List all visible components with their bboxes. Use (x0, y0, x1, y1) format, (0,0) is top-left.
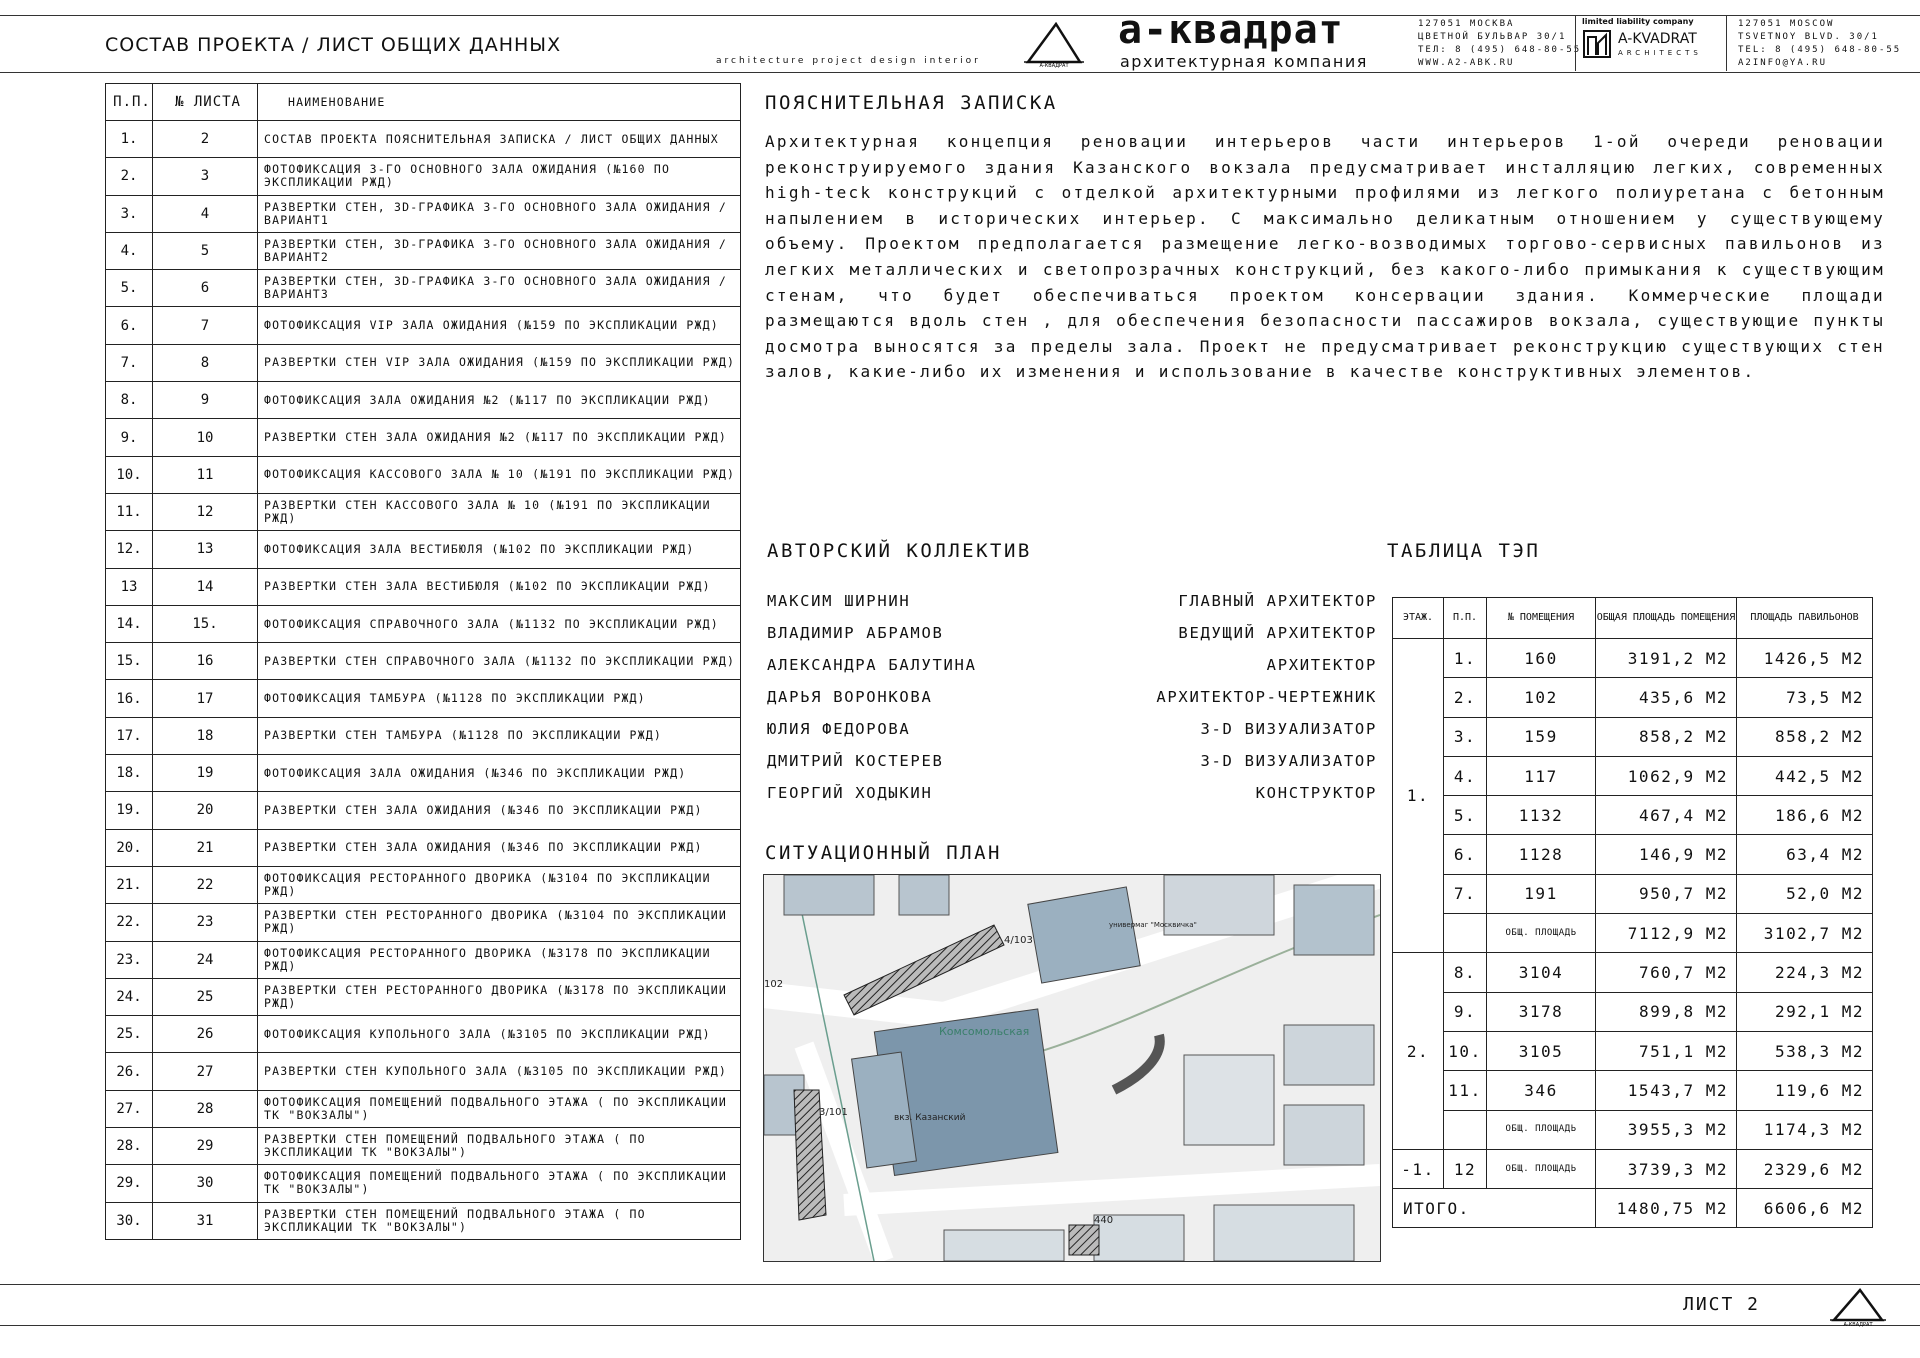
sheet-number-cell: 16 (153, 643, 258, 680)
row-number: 24. (106, 978, 153, 1015)
sheet-number-cell: 27 (153, 1053, 258, 1090)
sheet-title-cell: ФОТОФИКСАЦИЯ КАССОВОГО ЗАЛА № 10 (№191 ПО ЭКСПЛИКАЦИИ РЖД) (258, 456, 741, 493)
english-company-name: A-KVADRAT (1618, 31, 1697, 47)
tep-room-cell: 159 (1487, 717, 1596, 756)
author-role: ВЕДУЩИЙ АРХИТЕКТОР (1178, 624, 1377, 642)
sheet-title-cell: РАЗВЕРТКИ СТЕН, 3D-ГРАФИКА 3-ГО ОСНОВНОГО ЗАЛА ОЖИДАНИЯ / ВАРИАНТ2 (258, 232, 741, 269)
tep-pavilion-cell: 224,3 М2 (1737, 953, 1873, 992)
sheet-title-cell: ФОТОФИКСАЦИЯ СПРАВОЧНОГО ЗАЛА (№1132 ПО ЭКСПЛИКАЦИИ РЖД) (258, 605, 741, 642)
row-number: 15. (106, 643, 153, 680)
sheet-number-cell: 22 (153, 866, 258, 903)
row-number: 11. (106, 493, 153, 530)
tep-pp-cell: 2. (1444, 678, 1487, 717)
tep-pp-cell: 11. (1444, 1071, 1487, 1110)
table-row (106, 1202, 741, 1239)
table-row (106, 1090, 741, 1127)
tep-row (1393, 1031, 1873, 1070)
author-role: 3-D ВИЗУАЛИЗАТОР (1200, 752, 1377, 770)
row-number: 26. (106, 1053, 153, 1090)
tep-row (1393, 639, 1873, 678)
addr-en-line: A2INFO@YA.RU (1738, 58, 1828, 68)
author-name: ВЛАДИМИР АБРАМОВ (767, 624, 944, 642)
tep-pp-cell: 7. (1444, 874, 1487, 913)
author-name: МАКСИМ ШИРНИН (767, 592, 911, 610)
table-row (106, 270, 741, 307)
row-number: 22. (106, 904, 153, 941)
tagline: architecture project design interior (716, 56, 981, 66)
tep-pavilion-cell: 73,5 М2 (1737, 678, 1873, 717)
sheet-title-cell: РАЗВЕРТКИ СТЕН ПОМЕЩЕНИЙ ПОДВАЛЬНОГО ЭТАЖА ( ПО ЭКСПЛИКАЦИИ ТК "ВОКЗАЛЫ") (258, 1202, 741, 1239)
situation-map (763, 874, 1381, 1262)
tep-pp-cell: 9. (1444, 992, 1487, 1031)
company-subtitle: архитектурная компания (1120, 52, 1368, 71)
sheet-title-cell: ФОТОФИКСАЦИЯ ЗАЛА ВЕСТИБЮЛЯ (№102 ПО ЭКСПЛИКАЦИИ РЖД) (258, 531, 741, 568)
author-name: ЮЛИЯ ФЕДОРОВА (767, 720, 911, 738)
col-header-pp: П.П. (106, 84, 153, 121)
sheet-number-cell: 31 (153, 1202, 258, 1239)
sheet-number-cell: 15. (153, 605, 258, 642)
tep-area-cell: 3191,2 М2 (1596, 639, 1737, 678)
sheet-number-cell: 25 (153, 978, 258, 1015)
row-number: 17. (106, 717, 153, 754)
row-number: 9. (106, 419, 153, 456)
sheet-title-cell: РАЗВЕРТКИ СТЕН СПРАВОЧНОГО ЗАЛА (№1132 ПО ЭКСПЛИКАЦИИ РЖД) (258, 643, 741, 680)
row-number: 14. (106, 605, 153, 642)
tep-floor-cell: 1. (1393, 639, 1444, 953)
sheet-number-cell: 2 (153, 121, 258, 158)
tep-room-cell: 3178 (1487, 992, 1596, 1031)
addr-en-line: TSVETNOY BLVD. 30/1 (1738, 32, 1879, 42)
map-label-moskvich: универмаг "Москвичка" (1109, 921, 1197, 929)
sheet-number-cell: 21 (153, 829, 258, 866)
tep-room-cell: 346 (1487, 1071, 1596, 1110)
table-row (106, 680, 741, 717)
sheet-number-cell: 26 (153, 1016, 258, 1053)
tep-pp-cell: 6. (1444, 835, 1487, 874)
tep-pavilion-cell: 186,6 М2 (1737, 796, 1873, 835)
tep-table (1392, 597, 1873, 1228)
row-number: 25. (106, 1016, 153, 1053)
table-row (106, 121, 741, 158)
tep-pavilion-cell: 52,0 М2 (1737, 874, 1873, 913)
sheet-title-cell: РАЗВЕРТКИ СТЕН ПОМЕЩЕНИЙ ПОДВАЛЬНОГО ЭТАЖА ( ПО ЭКСПЛИКАЦИИ ТК "ВОКЗАЛЫ") (258, 1128, 741, 1165)
sheet-title-cell: РАЗВЕРТКИ СТЕН РЕСТОРАННОГО ДВОРИКА (№3104 ПО ЭКСПЛИКАЦИИ РЖД) (258, 904, 741, 941)
tep-pp-cell: 1. (1444, 639, 1487, 678)
tep-pavilion-cell: 2329,6 М2 (1737, 1149, 1873, 1188)
table-row (106, 456, 741, 493)
addr-en-line: 127051 MOSCOW (1738, 19, 1835, 29)
row-number: 5. (106, 270, 153, 307)
sheet-number-cell: 9 (153, 382, 258, 419)
row-number: 28. (106, 1128, 153, 1165)
tep-row (1393, 914, 1873, 953)
sheet-title-cell: ФОТОФИКСАЦИЯ ПОМЕЩЕНИЙ ПОДВАЛЬНОГО ЭТАЖА ( ПО ЭКСПЛИКАЦИИ ТК "ВОКЗАЛЫ") (258, 1090, 741, 1127)
table-row (106, 605, 741, 642)
sheet-title-cell: РАЗВЕРТКИ СТЕН ТАМБУРА (№1128 ПО ЭКСПЛИКАЦИИ РЖД) (258, 717, 741, 754)
addr-ru-line: ТЕЛ: 8 (495) 648-80-55 (1418, 45, 1582, 55)
llc-label: limited liability company (1582, 17, 1694, 26)
architects-label: ARCHITECTS (1618, 49, 1702, 57)
table-row (106, 307, 741, 344)
row-number: 10. (106, 456, 153, 493)
tep-area-cell: 751,1 М2 (1596, 1031, 1737, 1070)
tep-row (1393, 796, 1873, 835)
sheet-number-cell: 8 (153, 344, 258, 381)
tep-row (1393, 992, 1873, 1031)
author-role: АРХИТЕКТОР (1266, 656, 1377, 674)
sheet-number-cell: 12 (153, 493, 258, 530)
tep-row (1393, 717, 1873, 756)
tep-pp-cell: 5. (1444, 796, 1487, 835)
author-row (767, 688, 1377, 720)
row-number: 1. (106, 121, 153, 158)
col-header-sheet: № ЛИСТА (153, 84, 258, 121)
building-mark-icon (1582, 29, 1612, 59)
tep-room-cell: 3105 (1487, 1031, 1596, 1070)
row-number: 4. (106, 232, 153, 269)
table-row (106, 866, 741, 903)
sheet-number-cell: 10 (153, 419, 258, 456)
sheet-title-cell: ФОТОФИКСАЦИЯ VIP ЗАЛА ОЖИДАНИЯ (№159 ПО ЭКСПЛИКАЦИИ РЖД) (258, 307, 741, 344)
tep-pp-cell (1444, 914, 1487, 953)
author-role: КОНСТРУКТОР (1255, 784, 1377, 802)
tep-floor-cell: -1. (1393, 1149, 1444, 1188)
tep-pavilion-cell: 3102,7 М2 (1737, 914, 1873, 953)
project-contents-table (105, 83, 741, 1240)
authors-title: АВТОРСКИЙ КОЛЛЕКТИВ (767, 540, 1032, 562)
tep-room-cell: 191 (1487, 874, 1596, 913)
sheet-title-cell: РАЗВЕРТКИ СТЕН, 3D-ГРАФИКА 3-ГО ОСНОВНОГО ЗАЛА ОЖИДАНИЯ / ВАРИАНТ1 (258, 195, 741, 232)
sheet-number-cell: 30 (153, 1165, 258, 1202)
tep-title: ТАБЛИЦА ТЭП (1387, 540, 1541, 562)
tep-room-cell: 1128 (1487, 835, 1596, 874)
tep-area-cell: 1543,7 М2 (1596, 1071, 1737, 1110)
map-label-komsomolskaya: Комсомольская (939, 1025, 1030, 1038)
author-row (767, 752, 1377, 784)
sheet-number: ЛИСТ 2 (1683, 1294, 1761, 1315)
table-row (106, 568, 741, 605)
sheet-title-cell: РАЗВЕРТКИ СТЕН РЕСТОРАННОГО ДВОРИКА (№3178 ПО ЭКСПЛИКАЦИИ РЖД) (258, 978, 741, 1015)
tep-pavilion-cell: 1426,5 М2 (1737, 639, 1873, 678)
footer-logo-text: А-КВАДРАТ (1843, 1322, 1873, 1327)
author-name: АЛЕКСАНДРА БАЛУТИНА (767, 656, 977, 674)
tep-floor-cell: 2. (1393, 953, 1444, 1149)
tep-pavilion-cell: 63,4 М2 (1737, 835, 1873, 874)
tep-row (1393, 953, 1873, 992)
address-ru (1418, 18, 1581, 70)
row-number: 29. (106, 1165, 153, 1202)
tep-pp-cell: 8. (1444, 953, 1487, 992)
row-number: 30. (106, 1202, 153, 1239)
addr-ru-line: 127051 МОСКВА (1418, 19, 1515, 29)
sheet-number-cell: 24 (153, 941, 258, 978)
sheet-title-cell: РАЗВЕРТКИ СТЕН ЗАЛА ОЖИДАНИЯ (№346 ПО ЭКСПЛИКАЦИИ РЖД) (258, 829, 741, 866)
table-row (106, 158, 741, 195)
footer-triangle-logo-icon (1828, 1287, 1888, 1327)
sheet-number-cell: 5 (153, 232, 258, 269)
tep-room-cell: 102 (1487, 678, 1596, 717)
sheet-number-cell: 19 (153, 755, 258, 792)
addr-ru-line: WWW.A2-ABK.RU (1418, 58, 1515, 68)
tep-area-cell: 760,7 М2 (1596, 953, 1737, 992)
table-row (106, 792, 741, 829)
row-number: 23. (106, 941, 153, 978)
sheet-title-cell: СОСТАВ ПРОЕКТА ПОЯСНИТЕЛЬНАЯ ЗАПИСКА / ЛИСТ ОБЩИХ ДАННЫХ (258, 121, 741, 158)
author-row (767, 624, 1377, 656)
sheet-title-cell: РАЗВЕРТКИ СТЕН КУПОЛЬНОГО ЗАЛА (№3105 ПО ЭКСПЛИКАЦИИ РЖД) (258, 1053, 741, 1090)
tep-pavilion-cell: 119,6 М2 (1737, 1071, 1873, 1110)
triangle-logo-icon (1022, 22, 1086, 68)
row-number: 12. (106, 531, 153, 568)
sheet-title-cell: РАЗВЕРТКИ СТЕН VIP ЗАЛА ОЖИДАНИЯ (№159 ПО ЭКСПЛИКАЦИИ РЖД) (258, 344, 741, 381)
table-row (106, 1053, 741, 1090)
sheet-title-cell: ФОТОФИКСАЦИЯ ТАМБУРА (№1128 ПО ЭКСПЛИКАЦИИ РЖД) (258, 680, 741, 717)
tep-area-cell: 1062,9 М2 (1596, 756, 1737, 795)
address-en (1738, 18, 1901, 70)
tep-pavilion-cell: 442,5 М2 (1737, 756, 1873, 795)
table-row (106, 717, 741, 754)
table-row (106, 978, 741, 1015)
tep-room-cell: ОБЩ. ПЛОЩАДЬ (1487, 1149, 1596, 1188)
tep-header-pp: П.П. (1444, 598, 1487, 639)
tep-row (1393, 1149, 1873, 1188)
table-row (106, 232, 741, 269)
sheet-number-cell: 23 (153, 904, 258, 941)
tep-area-cell: 3955,3 М2 (1596, 1110, 1737, 1149)
tep-header-area: ОБЩАЯ ПЛОЩАДЬ ПОМЕЩЕНИЯ (1596, 598, 1737, 639)
sheet-title-cell: РАЗВЕРТКИ СТЕН ЗАЛА ОЖИДАНИЯ (№346 ПО ЭКСПЛИКАЦИИ РЖД) (258, 792, 741, 829)
sheet-title-cell: ФОТОФИКСАЦИЯ ЗАЛА ОЖИДАНИЯ (№346 ПО ЭКСПЛИКАЦИИ РЖД) (258, 755, 741, 792)
col-header-title: НАИМЕНОВАНИЕ (258, 84, 741, 121)
author-role: ГЛАВНЫЙ АРХИТЕКТОР (1178, 592, 1377, 610)
sheet-number-cell: 17 (153, 680, 258, 717)
map-drawing (764, 875, 1380, 1261)
sheet-number-cell: 6 (153, 270, 258, 307)
tep-pp-cell: 10. (1444, 1031, 1487, 1070)
footer-band (0, 1284, 1920, 1326)
table-row (106, 531, 741, 568)
tep-pavilion-cell: 858,2 М2 (1737, 717, 1873, 756)
author-name: ДАРЬЯ ВОРОНКОВА (767, 688, 933, 706)
map-label-kazansky: вкз. Казанский (894, 1113, 966, 1123)
map-label-440: 440 (1094, 1215, 1114, 1226)
row-number: 21. (106, 866, 153, 903)
tep-area-cell: 467,4 М2 (1596, 796, 1737, 835)
sheet-title: СОСТАВ ПРОЕКТА / ЛИСТ ОБЩИХ ДАННЫХ (105, 34, 562, 56)
tep-area-cell: 146,9 М2 (1596, 835, 1737, 874)
tep-row (1393, 1110, 1873, 1149)
tep-header-floor: ЭТАЖ. (1393, 598, 1444, 639)
tep-room-cell: 117 (1487, 756, 1596, 795)
note-title: ПОЯСНИТЕЛЬНАЯ ЗАПИСКА (765, 92, 1058, 114)
row-number: 7. (106, 344, 153, 381)
sheet-title-cell: РАЗВЕРТКИ СТЕН, 3D-ГРАФИКА 3-ГО ОСНОВНОГО ЗАЛА ОЖИДАНИЯ / ВАРИАНТ3 (258, 270, 741, 307)
row-number: 19. (106, 792, 153, 829)
tep-pavilion-cell: 292,1 М2 (1737, 992, 1873, 1031)
logo-small-text: А-КВАДРАТ (1039, 63, 1069, 68)
tep-row (1393, 874, 1873, 913)
tep-area-cell: 7112,9 М2 (1596, 914, 1737, 953)
tep-room-cell: 160 (1487, 639, 1596, 678)
map-label-101: 3/101 (819, 1107, 848, 1118)
table-row (106, 382, 741, 419)
row-number: 6. (106, 307, 153, 344)
map-label-102: 102 (764, 979, 784, 990)
row-number: 13 (106, 568, 153, 605)
table-row (106, 1165, 741, 1202)
sheet-number-cell: 29 (153, 1128, 258, 1165)
sheet-number-cell: 28 (153, 1090, 258, 1127)
tep-room-cell: 3104 (1487, 953, 1596, 992)
author-row (767, 784, 1377, 816)
tep-total-area: 1480,75 М2 (1596, 1189, 1737, 1228)
english-logo-box (1575, 15, 1727, 71)
sheet-number-cell: 3 (153, 158, 258, 195)
tep-area-cell: 899,8 М2 (1596, 992, 1737, 1031)
sheet-title-cell: РАЗВЕРТКИ СТЕН ЗАЛА ВЕСТИБЮЛЯ (№102 ПО ЭКСПЛИКАЦИИ РЖД) (258, 568, 741, 605)
sheet-number-cell: 13 (153, 531, 258, 568)
sheet-title-cell: ФОТОФИКСАЦИЯ РЕСТОРАННОГО ДВОРИКА (№3104 ПО ЭКСПЛИКАЦИИ РЖД) (258, 866, 741, 903)
tep-row (1393, 1071, 1873, 1110)
table-row (106, 755, 741, 792)
row-number: 8. (106, 382, 153, 419)
sheet-title-cell: ФОТОФИКСАЦИЯ ПОМЕЩЕНИЙ ПОДВАЛЬНОГО ЭТАЖА ( ПО ЭКСПЛИКАЦИИ ТК "ВОКЗАЛЫ") (258, 1165, 741, 1202)
sheet-title-cell: РАЗВЕРТКИ СТЕН ЗАЛА ОЖИДАНИЯ №2 (№117 ПО ЭКСПЛИКАЦИИ РЖД) (258, 419, 741, 456)
tep-pavilion-cell: 538,3 М2 (1737, 1031, 1873, 1070)
company-logo-word: а-квадрат (1118, 7, 1344, 53)
row-number: 16. (106, 680, 153, 717)
sheet-number-cell: 4 (153, 195, 258, 232)
table-row (106, 1128, 741, 1165)
table-row (106, 493, 741, 530)
tep-total-label: ИТОГО. (1393, 1189, 1596, 1228)
table-row (106, 1016, 741, 1053)
tep-room-cell: 1132 (1487, 796, 1596, 835)
author-row (767, 720, 1377, 752)
sheet-number-cell: 14 (153, 568, 258, 605)
tep-room-cell: ОБЩ. ПЛОЩАДЬ (1487, 1110, 1596, 1149)
sheet-title-cell: ФОТОФИКСАЦИЯ ЗАЛА ОЖИДАНИЯ №2 (№117 ПО ЭКСПЛИКАЦИИ РЖД) (258, 382, 741, 419)
tep-header-room: № ПОМЕЩЕНИЯ (1487, 598, 1596, 639)
table-row (106, 195, 741, 232)
row-number: 27. (106, 1090, 153, 1127)
sheet-title-cell: ФОТОФИКСАЦИЯ КУПОЛЬНОГО ЗАЛА (№3105 ПО ЭКСПЛИКАЦИИ РЖД) (258, 1016, 741, 1053)
authors-list (767, 592, 1377, 816)
row-number: 3. (106, 195, 153, 232)
table-row (106, 419, 741, 456)
tep-area-cell: 950,7 М2 (1596, 874, 1737, 913)
row-number: 18. (106, 755, 153, 792)
tep-pp-cell (1444, 1110, 1487, 1149)
author-role: 3-D ВИЗУАЛИЗАТОР (1200, 720, 1377, 738)
addr-ru-line: ЦВЕТНОЙ БУЛЬВАР 30/1 (1418, 32, 1567, 42)
addr-en-line: TEL: 8 (495) 648-80-55 (1738, 45, 1902, 55)
sheet-title-cell: РАЗВЕРТКИ СТЕН КАССОВОГО ЗАЛА № 10 (№191 ПО ЭКСПЛИКАЦИИ РЖД) (258, 493, 741, 530)
author-row (767, 656, 1377, 688)
tep-total-pavilion: 6606,6 М2 (1737, 1189, 1873, 1228)
sheet-title-cell: ФОТОФИКСАЦИЯ 3-ГО ОСНОВНОГО ЗАЛА ОЖИДАНИЯ (№160 ПО ЭКСПЛИКАЦИИ РЖД) (258, 158, 741, 195)
table-row (106, 344, 741, 381)
table-row (106, 904, 741, 941)
author-row (767, 592, 1377, 624)
tep-row (1393, 835, 1873, 874)
tep-room-cell: ОБЩ. ПЛОЩАДЬ (1487, 914, 1596, 953)
sheet-title-cell: ФОТОФИКСАЦИЯ РЕСТОРАННОГО ДВОРИКА (№3178 ПО ЭКСПЛИКАЦИИ РЖД) (258, 941, 741, 978)
map-label-103: 4/103 (1004, 935, 1033, 946)
note-body: Архитектурная концепция реновации интерьеров части интерьеров 1-ой очереди реновации реконструируемого здания Казанского вокзала предусматривает инсталляцию легких, современных high-teck конструкций с отделкой архитектурными профилями из легкого полиуретана с бетонным напылением в исторических интерьер. С максимально деликатным отношением у существующему объему. Проектом предполагается размещение легко-возводимых торгово-сервисных павильонов из легких металлических и светопрозрачных конструкций, без какого-либо примыкания к существующим стенам, что будет обеспечиваться проектом консервации здания. Коммерческие площади размещаются вдоль стен , для обеспечения безопасности пассажиров вокзала, существующие пункты досмотра выносятся за пределы зала. Проект не предусматривает реконструкцию существующих стен залов, какие-либо их изменения и использование в качестве конструктивных элементов. (765, 132, 1885, 382)
sheet-number-cell: 18 (153, 717, 258, 754)
tep-header-pavilion: ПЛОЩАДЬ ПАВИЛЬОНОВ (1737, 598, 1873, 639)
table-row (106, 829, 741, 866)
tep-area-cell: 435,6 М2 (1596, 678, 1737, 717)
row-number: 20. (106, 829, 153, 866)
author-name: ДМИТРИЙ КОСТЕРЕВ (767, 752, 944, 770)
tep-total-row (1393, 1189, 1873, 1228)
row-number: 2. (106, 158, 153, 195)
sheet-number-cell: 7 (153, 307, 258, 344)
author-role: АРХИТЕКТОР-ЧЕРТЕЖНИК (1156, 688, 1377, 706)
tep-area-cell: 3739,3 М2 (1596, 1149, 1737, 1188)
table-row (106, 643, 741, 680)
sheet-number-cell: 20 (153, 792, 258, 829)
table-row (106, 941, 741, 978)
plan-title: СИТУАЦИОННЫЙ ПЛАН (765, 842, 1002, 864)
tep-row (1393, 756, 1873, 795)
sheet-number-cell: 11 (153, 456, 258, 493)
tep-pp-cell: 12 (1444, 1149, 1487, 1188)
tep-area-cell: 858,2 М2 (1596, 717, 1737, 756)
tep-pp-cell: 4. (1444, 756, 1487, 795)
tep-row (1393, 678, 1873, 717)
tep-pp-cell: 3. (1444, 717, 1487, 756)
author-name: ГЕОРГИЙ ХОДЫКИН (767, 784, 933, 802)
tep-pavilion-cell: 1174,3 М2 (1737, 1110, 1873, 1149)
